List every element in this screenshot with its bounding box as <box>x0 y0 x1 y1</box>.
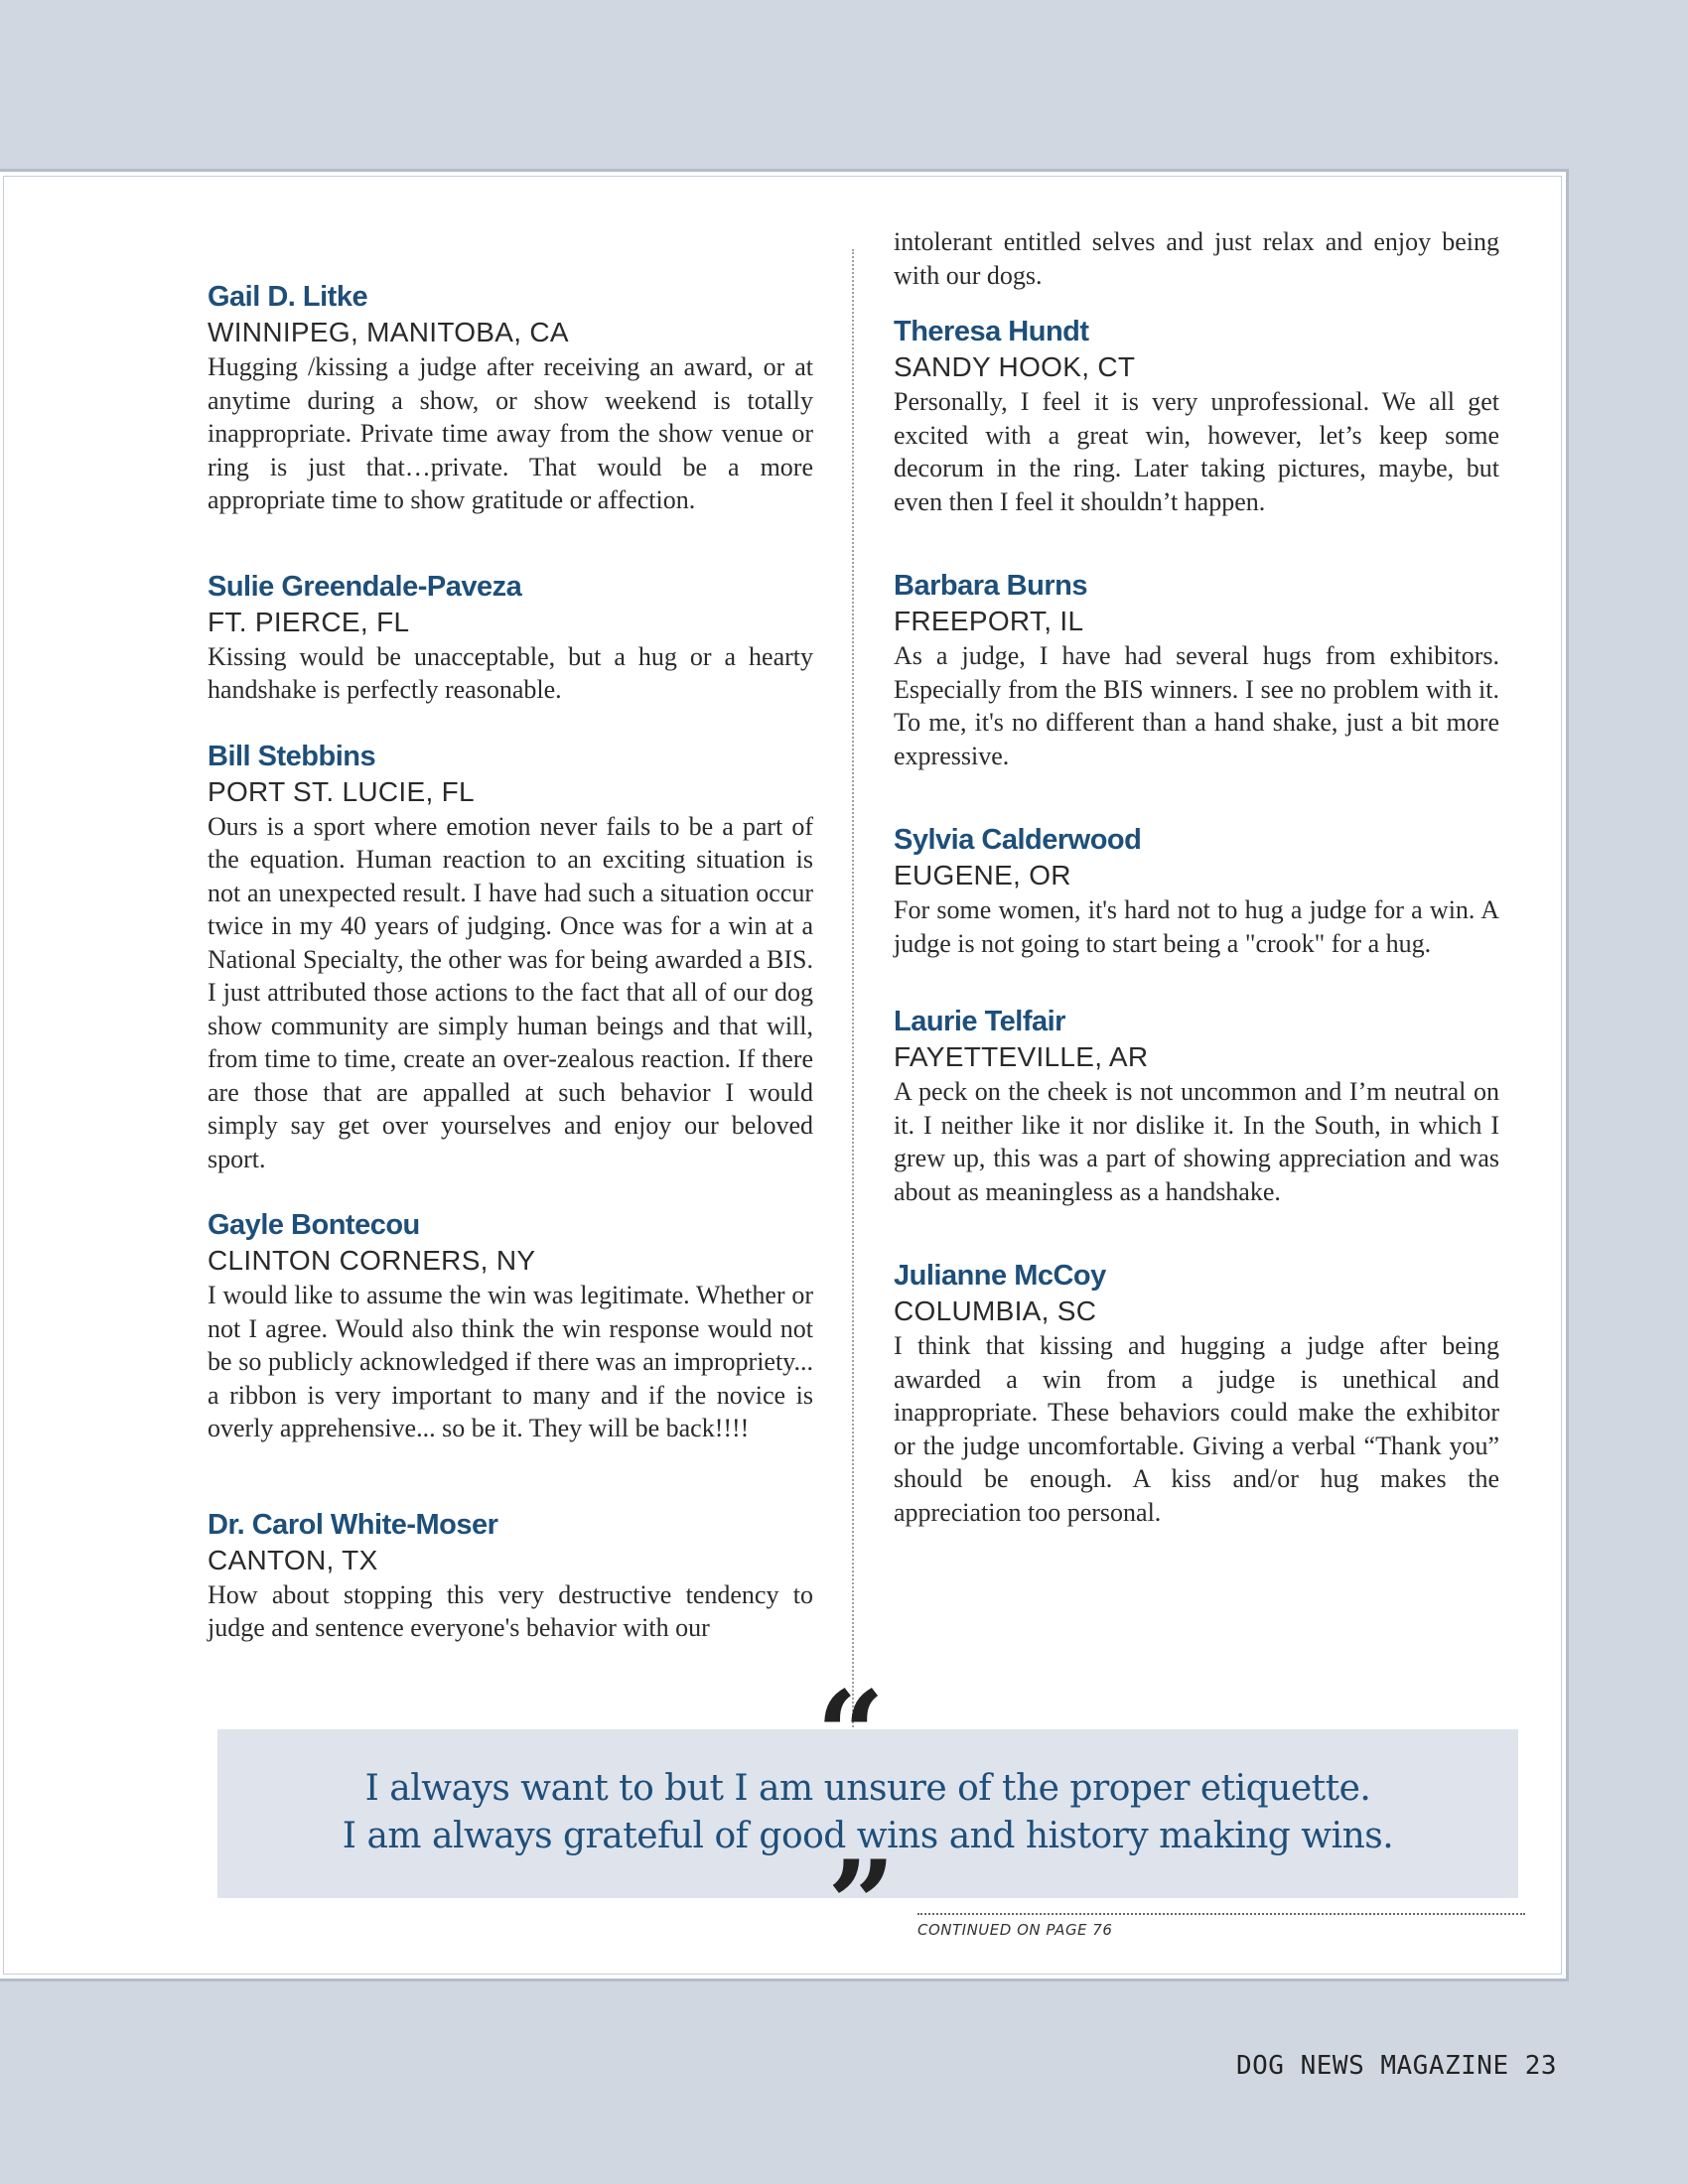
response-entry <box>208 569 813 707</box>
respondent-location: EUGENE, OR <box>894 860 1071 890</box>
respondent-location: FAYETTEVILLE, AR <box>894 1041 1149 1072</box>
respondent-location: SANDY HOOK, CT <box>894 351 1136 382</box>
respondent-name: Theresa Hundt <box>894 316 1089 347</box>
response-entry <box>208 739 813 1176</box>
response-text: For some women, it's hard not to hug a judge for a win. A judge is not going to start being a "crook" for a hug. <box>894 895 1499 958</box>
continued-rule <box>917 1913 1525 1915</box>
close-quote-icon: ” <box>827 1835 897 1975</box>
respondent-location: WINNIPEG, MANITOBA, CA <box>208 317 569 347</box>
response-entry <box>894 314 1499 518</box>
response-text: How about stopping this very destructive tendency to judge and sentence everyone's behavior with our <box>208 1579 813 1642</box>
response-text: I would like to assume the win was legitimate. Whether or not I agree. Would also think the win response would not be so publicly acknowledged if there was an impropriety... a ribbon is very important to many and if the novice is overly apprehensive... so be it. They will be back!!!! <box>208 1281 813 1442</box>
response-entry <box>208 1207 813 1445</box>
response-entry <box>208 1507 813 1645</box>
respondent-name: Julianne McCoy <box>894 1260 1106 1292</box>
page-footer: DOG NEWS MAGAZINE 23 <box>1236 2051 1558 2081</box>
respondent-name: Sylvia Calderwood <box>894 824 1142 856</box>
right-column <box>894 225 1499 1529</box>
response-text: I think that kissing and hugging a judge after being awarded a win from a judge is unethical and inappropriate. These behaviors could make the exhibitor or the judge uncomfortable. Giving a verbal “Thank you” should be enough. A kiss and/or hug makes the appreciation too personal. <box>894 1331 1499 1527</box>
respondent-name: Gail D. Litke <box>208 281 368 313</box>
respondent-location: FT. PIERCE, FL <box>208 606 410 637</box>
respondent-location: CANTON, TX <box>208 1544 378 1575</box>
response-text: Ours is a sport where emotion never fails to be a part of the equation. Human reaction to an exciting situation is not an unexpected result. I have had such a situation occur twice in my 40 years of judging. Once was for a win at a National Specialty, the other was for being awarded a BIS. I just attributed those actions to the fact that all of our dog show community are simply human beings and that will, from time to time, create an over-zealous reaction. If there are those that are appalled at such behavior I would simply say get over yourselves and enjoy our beloved sport. <box>208 811 813 1173</box>
response-text: A peck on the cheek is not uncommon and I’m neutral on it. I neither like it nor dislike it. In the South, in which I grew up, this was a part of showing appreciation and was about as meaningless as a handshake. <box>894 1077 1499 1206</box>
column-divider <box>852 249 854 1862</box>
response-entry <box>208 279 813 517</box>
respondent-name: Laurie Telfair <box>894 1006 1065 1037</box>
response-text: Kissing would be unacceptable, but a hug or a hearty handshake is perfectly reasonable. <box>208 641 813 704</box>
pull-quote-line: I am always grateful of good wins and history making wins. <box>342 1816 1394 1856</box>
left-column <box>208 279 813 1645</box>
respondent-location: CLINTON CORNERS, NY <box>208 1245 536 1276</box>
response-entry <box>894 822 1499 960</box>
respondent-name: Sulie Greendale-Paveza <box>208 570 522 603</box>
response-text: Personally, I feel it is very unprofessional. We all get excited with a great win, however, let’s keep some decorum in the ring. Later taking pictures, maybe, but even then I feel it shouldn’t happen. <box>894 387 1499 516</box>
response-entry <box>894 1258 1499 1529</box>
response-text: Hugging /kissing a judge after receiving an award, or at anytime during a show, or show weekend is totally inappropriate. Private time away from the show venue or ring is just that…private. That would be a more appropriate time to show gratitude or affection. <box>208 352 813 514</box>
respondent-location: COLUMBIA, SC <box>894 1296 1097 1326</box>
open-quote-icon: “ <box>816 1665 886 1805</box>
response-entry <box>894 1004 1499 1208</box>
respondent-name: Dr. Carol White-Moser <box>208 1508 498 1541</box>
respondent-location: PORT ST. LUCIE, FL <box>208 775 475 807</box>
respondent-name: Bill Stebbins <box>208 740 376 772</box>
continued-text: intolerant entitled selves and just relax and enjoy being with our dogs. <box>894 227 1499 290</box>
response-text: As a judge, I have had several hugs from exhibitors. Especially from the BIS winners. I see no problem with it. To me, it's no different than a hand shake, just a bit more expressive. <box>894 641 1499 770</box>
continued-on-note: CONTINUED ON PAGE 76 <box>917 1921 1113 1939</box>
respondent-name: Barbara Burns <box>894 570 1087 602</box>
respondent-name: Gayle Bontecou <box>208 1209 420 1241</box>
magazine-page <box>0 169 1569 1981</box>
respondent-location: FREEPORT, IL <box>894 606 1084 636</box>
pull-quote-line: I always want to but I am unsure of the proper etiquette. <box>364 1768 1371 1809</box>
response-entry <box>894 568 1499 772</box>
